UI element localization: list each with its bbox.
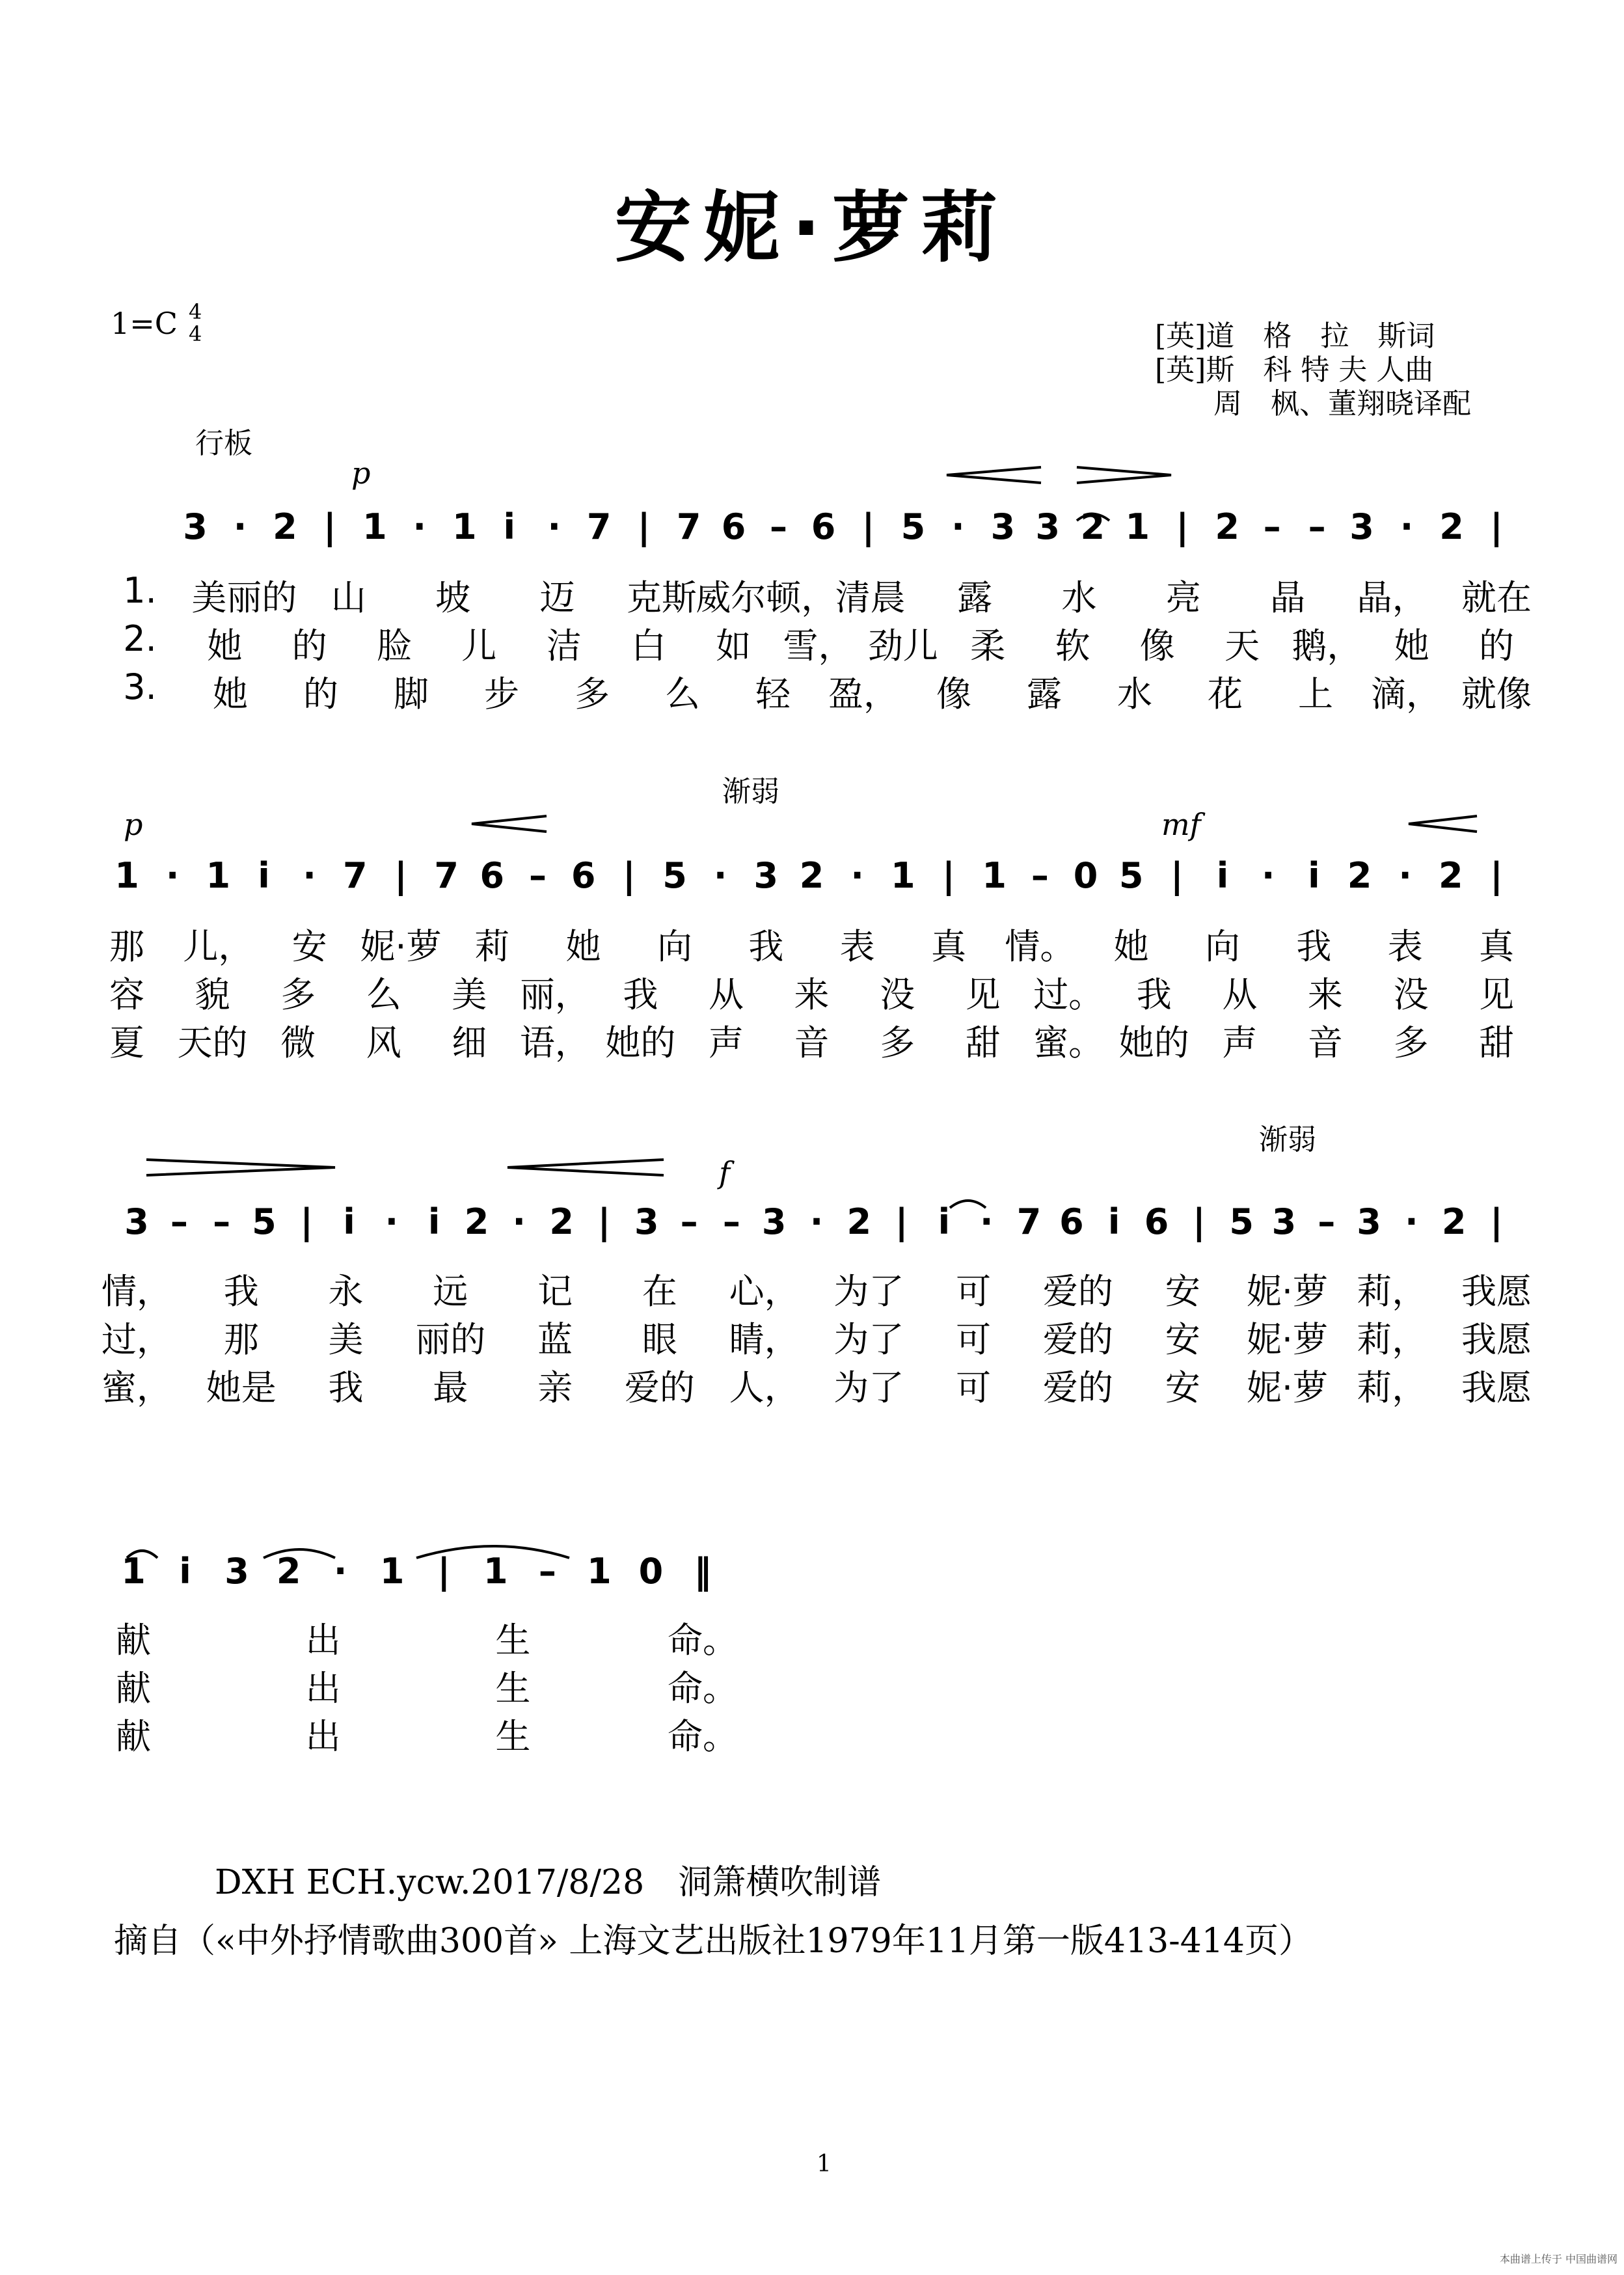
lyric-syllable: 可 [956,1271,992,1312]
note: 6 [1059,1201,1084,1242]
barline: | [394,855,407,896]
lyric-syllable: 为了 [833,1319,904,1360]
note: 5 [1118,855,1144,896]
note: · [713,855,727,896]
note: 6 [480,855,505,896]
lyric-syllable: 为了 [833,1271,904,1312]
lyric-syllable: 晶 [1270,577,1306,618]
lyric-syllable: 命。 [668,1668,738,1709]
note: i [343,1201,355,1242]
lyric-syllable: 情。 [1005,926,1076,967]
lyric-syllable: 莉， [1357,1319,1428,1360]
note: – [538,1551,556,1592]
lyric-syllable: 表 [1387,926,1423,967]
lyric-syllable: 么 [366,974,401,1015]
note: 6 [721,506,746,547]
barline: | [1490,855,1503,896]
barline: | [1176,506,1189,547]
lyric-syllable: 爱的 [1042,1271,1113,1312]
lyric-syllable: 命。 [668,1620,738,1661]
barline: | [1490,506,1503,547]
note: 1 [1125,506,1150,547]
dim-marking-2: 渐弱 [1259,1123,1316,1156]
lyric-syllable: 的 [291,625,327,666]
barline: ‖ [694,1551,712,1592]
lyric-syllable: 我 [1136,974,1172,1015]
time-signature-bottom: 4 [189,321,202,346]
lyric-syllable: 过， [102,1319,172,1360]
lyric-syllable: 命。 [668,1716,738,1757]
note: 1 [587,1551,612,1592]
lyric-syllable: 我愿 [1461,1319,1532,1360]
lyric-syllable: 眼 [642,1319,677,1360]
note: 0 [1073,855,1098,896]
note: 1 [379,1551,405,1592]
lyric-syllable: 安 [1165,1367,1200,1408]
note: – [529,855,547,896]
note: 1 [982,855,1007,896]
lyric-syllable: 甜 [965,1022,1001,1063]
lyric-syllable: 脚 [394,674,429,715]
lyric-syllable: 花 [1208,674,1243,715]
lyric-syllable: 迈 [539,577,575,618]
lyric-syllable: 的 [1479,625,1514,666]
note: · [413,506,427,547]
barline: | [622,855,636,896]
note: – [680,1201,698,1242]
lyric-syllable: 莉 [474,926,510,967]
lyric-syllable: 如 [716,625,751,666]
note: 1 [121,1551,146,1592]
translator-credit: 周 枫、董翔晓译配 [1213,387,1471,420]
note: · [303,855,316,896]
note: 3 [124,1201,149,1242]
lyric-syllable: 音 [1307,1022,1343,1063]
lyric-syllable: 甜 [1479,1022,1514,1063]
note: 1 [206,855,231,896]
lyric-syllable: 从 [1222,974,1258,1015]
barline: | [1490,1201,1503,1242]
note: 2 [1441,1201,1467,1242]
note: 1 [483,1551,508,1592]
time-signature-top: 4 [189,299,202,324]
note: 2 [1347,855,1372,896]
lyric-syllable: 细 [452,1022,487,1063]
lyric-syllable: 克斯 [626,577,697,618]
lyric-syllable: 她 [207,625,243,666]
note: 5 [900,506,926,547]
lyric-syllable: 来 [794,974,830,1015]
lyric-syllable: 安 [1165,1271,1200,1312]
lyric-syllable: 爱的 [1042,1319,1113,1360]
slur [127,1551,157,1558]
lyric-syllable: 步 [484,674,519,715]
note: · [512,1201,526,1242]
lyric-syllable: 清晨 [835,577,906,618]
barline: | [597,1201,611,1242]
lyric-syllable: 她 [565,926,601,967]
arranger-note: DXH ECH.ycw.2017/8/28 洞箫横吹制谱 [215,1863,882,1902]
site-watermark: 本曲谱上传于 中国曲谱网 [1499,2253,1617,2265]
lyric-syllable: 她 [1113,926,1149,967]
lyric-syllable: 为了 [833,1367,904,1408]
lyric-syllable: 生 [495,1716,531,1757]
lyric-syllable: 劲儿 [867,625,938,666]
note: 0 [638,1551,664,1592]
note: 5 [662,855,687,896]
lyric-syllable: 我 [623,974,658,1015]
note: 2 [273,506,297,547]
lyric-syllable: 她的 [1118,1022,1189,1063]
lyric-syllable: 水 [1117,674,1152,715]
lyric-syllable: 蜜。 [1033,1022,1104,1063]
note: 2 [1080,506,1105,547]
note: i [503,506,516,547]
key-signature: 1=C [111,306,178,341]
note: 5 [252,1201,277,1242]
lyric-syllable: 妮·萝 [360,926,442,967]
note: 6 [811,506,836,547]
lyric-syllable: 洁 [546,625,582,666]
source-citation: 摘自（«中外抒情歌曲300首» 上海文艺出版社1979年11月第一版413-414页） [114,1922,1312,1961]
lyric-syllable: 妮·萝 [1246,1367,1329,1408]
note: · [333,1551,347,1592]
lyric-syllable: 像 [936,674,971,715]
lyric-syllable: 没 [880,974,915,1015]
lyric-syllable: 容 [109,974,144,1015]
lyric-syllable: 睛， [729,1319,800,1360]
note: · [1261,855,1275,896]
note: 1 [891,855,915,896]
note: 2 [799,855,824,896]
lyric-syllable: 丽的 [415,1319,486,1360]
barline: | [861,506,875,547]
lyric-syllable: 露 [1027,674,1062,715]
lyric-syllable: 天 [1225,625,1260,666]
note: 1 [452,506,477,547]
slur [416,1546,569,1558]
note: 2 [1439,506,1464,547]
note: – [1308,506,1326,547]
lyric-syllable: 1. [123,570,157,611]
note: · [979,1201,994,1242]
lyric-syllable: 我愿 [1461,1271,1532,1312]
lyric-syllable: 美 [452,974,487,1015]
lyric-syllable: 献 [116,1716,151,1757]
crescendo-hairpin [472,816,547,832]
lyric-syllable: 轻 [755,674,791,715]
note: 2 [1439,855,1463,896]
lyric-syllable: 最 [433,1367,468,1408]
barline: | [895,1201,908,1242]
note: 3 [1035,506,1061,547]
slur [1077,514,1109,521]
crescendo-hairpin [947,467,1041,483]
lyric-syllable: 多 [1393,1022,1429,1063]
note: · [1405,1201,1418,1242]
note: 7 [434,855,459,896]
lyric-syllable: 出 [305,1668,341,1709]
lyric-syllable: 上 [1298,674,1333,715]
lyric-syllable: 她是 [206,1367,277,1408]
note: · [385,1201,399,1242]
note: 5 [1229,1201,1254,1242]
lyric-syllable: 天的 [177,1022,248,1063]
dynamic-f: f [719,1155,731,1190]
note: i [1107,1201,1120,1242]
barline: | [300,1201,314,1242]
note: 7 [586,506,612,547]
note: i [1308,855,1320,896]
lyric-syllable: 鹅， [1292,625,1362,666]
note: 2 [464,1201,489,1242]
note: 1 [362,506,387,547]
lyric-syllable: 我愿 [1461,1367,1532,1408]
note: · [547,506,561,547]
lyric-syllable: 生 [495,1668,531,1709]
dynamic-p-1: p [351,456,371,491]
note: 3 [990,506,1016,547]
crescendo-hairpin [508,1160,664,1175]
note: 3 [183,506,208,547]
lyric-syllable: 微 [280,1022,316,1063]
lyric-syllable: 心， [729,1271,800,1312]
lyric-syllable: 可 [956,1319,992,1360]
note: – [1318,1201,1336,1242]
lyric-syllable: 表 [839,926,875,967]
tempo-marking: 行板 [195,427,252,460]
note: i [427,1201,440,1242]
lyric-syllable: 多 [880,1022,915,1063]
lyric-syllable: 远 [433,1271,468,1312]
note: · [165,855,180,896]
lyric-syllable: 安 [291,926,327,967]
barline: | [1170,855,1184,896]
lyric-syllable: 盈， [828,674,899,715]
note: – [213,1201,231,1242]
slur [264,1549,335,1558]
lyric-syllable: 献 [116,1620,151,1661]
note: · [951,506,965,547]
barline: | [637,506,651,547]
lyric-syllable: 爱的 [624,1367,695,1408]
note: 7 [343,855,368,896]
lyric-syllable: 貌 [195,974,230,1015]
note: i [938,1201,951,1242]
note: i [1216,855,1229,896]
composer-credit: [英]斯 科 特 夫 人曲 [1155,353,1434,387]
lyric-syllable: 那 [109,926,144,967]
lyric-syllable: 没 [1393,974,1429,1015]
note: 6 [1144,1201,1169,1242]
lyric-syllable: 就像 [1461,674,1532,715]
lyric-syllable: 坡 [435,577,471,618]
decrescendo-hairpin [146,1160,335,1175]
lyric-syllable: 蓝 [537,1319,573,1360]
note: · [1398,855,1412,896]
lyric-syllable: 来 [1307,974,1343,1015]
lyric-syllable: 见 [1479,974,1514,1015]
lyric-syllable: 妮·萝 [1246,1319,1329,1360]
lyric-syllable: 莉， [1357,1271,1428,1312]
lyric-syllable: 生 [495,1620,531,1661]
lyric-syllable: 美 [328,1319,364,1360]
lyric-syllable: 滴， [1371,674,1441,715]
lyric-syllable: 音 [794,1022,830,1063]
lyricist-credit: [英]道 格 拉 斯词 [1155,320,1435,353]
lyric-syllable: 声 [1222,1022,1258,1063]
barline: | [942,855,955,896]
lyric-syllable: 么 [665,674,700,715]
crescendo-hairpin [1409,816,1477,832]
lyric-syllable: 的 [303,674,338,715]
note: i [258,855,270,896]
barline: | [437,1551,451,1592]
lyric-syllable: 出 [305,1716,341,1757]
note: 2 [846,1201,872,1242]
lyric-syllable: 见 [965,974,1001,1015]
lyric-syllable: 雪， [783,625,854,666]
lyric-syllable: 蜜， [102,1367,172,1408]
note: 3 [1357,1201,1381,1242]
note: 7 [1016,1201,1042,1242]
lyric-syllable: 声 [708,1022,744,1063]
lyric-syllable: 山 [331,577,366,618]
lyric-syllable: 人， [729,1367,800,1408]
lyric-syllable: 我 [223,1271,259,1312]
lyric-syllable: 威尔顿， [696,577,837,618]
note: – [1031,855,1049,896]
page-number: 1 [817,2151,832,2177]
note: 6 [571,855,596,896]
lyric-syllable: 多 [575,674,610,715]
note: · [1400,506,1414,547]
lyric-syllable: 水 [1061,577,1097,618]
lyric-syllable: 夏 [109,1022,144,1063]
lyric-syllable: 就在 [1461,577,1532,618]
lyric-syllable: 丽， [519,974,590,1015]
lyric-syllable: 记 [537,1271,573,1312]
lyric-syllable: 真 [1479,926,1514,967]
lyric-syllable: 多 [280,974,316,1015]
lyric-syllable: 安 [1165,1319,1200,1360]
lyric-syllable: 白 [630,625,666,666]
lyric-syllable: 美丽的 [191,577,297,618]
lyric-syllable: 她 [213,674,248,715]
lyric-syllable: 可 [956,1367,992,1408]
lyric-syllable: 露 [957,577,993,618]
lyric-syllable: 儿， [183,926,254,967]
lyric-syllable: 像 [1139,625,1175,666]
lyric-syllable: 在 [642,1271,677,1312]
lyric-syllable: 出 [305,1620,341,1661]
lyric-syllable: 软 [1055,625,1090,666]
note: 3 [1349,506,1374,547]
note: 3 [761,1201,787,1242]
lyric-syllable: 从 [708,974,744,1015]
note: 2 [1215,506,1239,547]
note: · [233,506,247,547]
note: 2 [549,1201,574,1242]
lyric-syllable: 莉， [1357,1367,1428,1408]
barline: | [323,506,336,547]
note: · [809,1201,824,1242]
note: – [170,1201,188,1242]
note: 2 [276,1551,301,1592]
note: 7 [676,506,701,547]
lyric-syllable: 晶， [1357,577,1428,618]
lyric-syllable: 真 [931,926,966,967]
dynamic-mf: mf [1161,807,1201,842]
lyric-syllable: 柔 [970,625,1006,666]
dynamic-p-2: p [124,807,143,842]
lyric-syllable: 向 [1205,926,1240,967]
note: 3 [224,1551,249,1592]
lyric-syllable: 献 [116,1668,151,1709]
lyric-syllable: 妮·萝 [1246,1271,1329,1312]
decrescendo-hairpin [1077,467,1171,483]
lyric-syllable: 风 [366,1022,401,1063]
lyric-syllable: 3. [123,666,157,707]
dim-marking-1: 渐弱 [722,775,779,808]
lyric-syllable: 语， [519,1022,590,1063]
slur [950,1201,986,1208]
note: 3 [634,1201,659,1242]
note: – [722,1201,740,1242]
lyric-syllable: 爱的 [1042,1367,1113,1408]
lyric-syllable: 情， [102,1271,172,1312]
note: – [1263,506,1281,547]
note: i [179,1551,191,1592]
lyric-syllable: 我 [328,1367,364,1408]
lyric-syllable: 永 [328,1271,364,1312]
lyric-syllable: 脸 [376,625,412,666]
lyric-syllable: 那 [223,1319,259,1360]
page-title: 安妮·萝莉 [614,183,1010,273]
lyric-syllable: 我 [748,926,784,967]
note: 3 [753,855,779,896]
note: 3 [1271,1201,1297,1242]
note: · [850,855,864,896]
barline: | [1192,1201,1206,1242]
lyric-syllable: 她的 [605,1022,676,1063]
lyric-syllable: 向 [657,926,692,967]
lyric-syllable: 亮 [1165,577,1201,618]
note: – [770,506,788,547]
lyric-syllable: 她 [1394,625,1429,666]
lyric-syllable: 过。 [1033,974,1104,1015]
lyric-syllable: 2. [123,618,157,659]
lyric-syllable: 儿 [461,625,497,666]
lyric-syllable: 我 [1296,926,1332,967]
note: 1 [115,855,139,896]
lyric-syllable: 亲 [537,1367,573,1408]
